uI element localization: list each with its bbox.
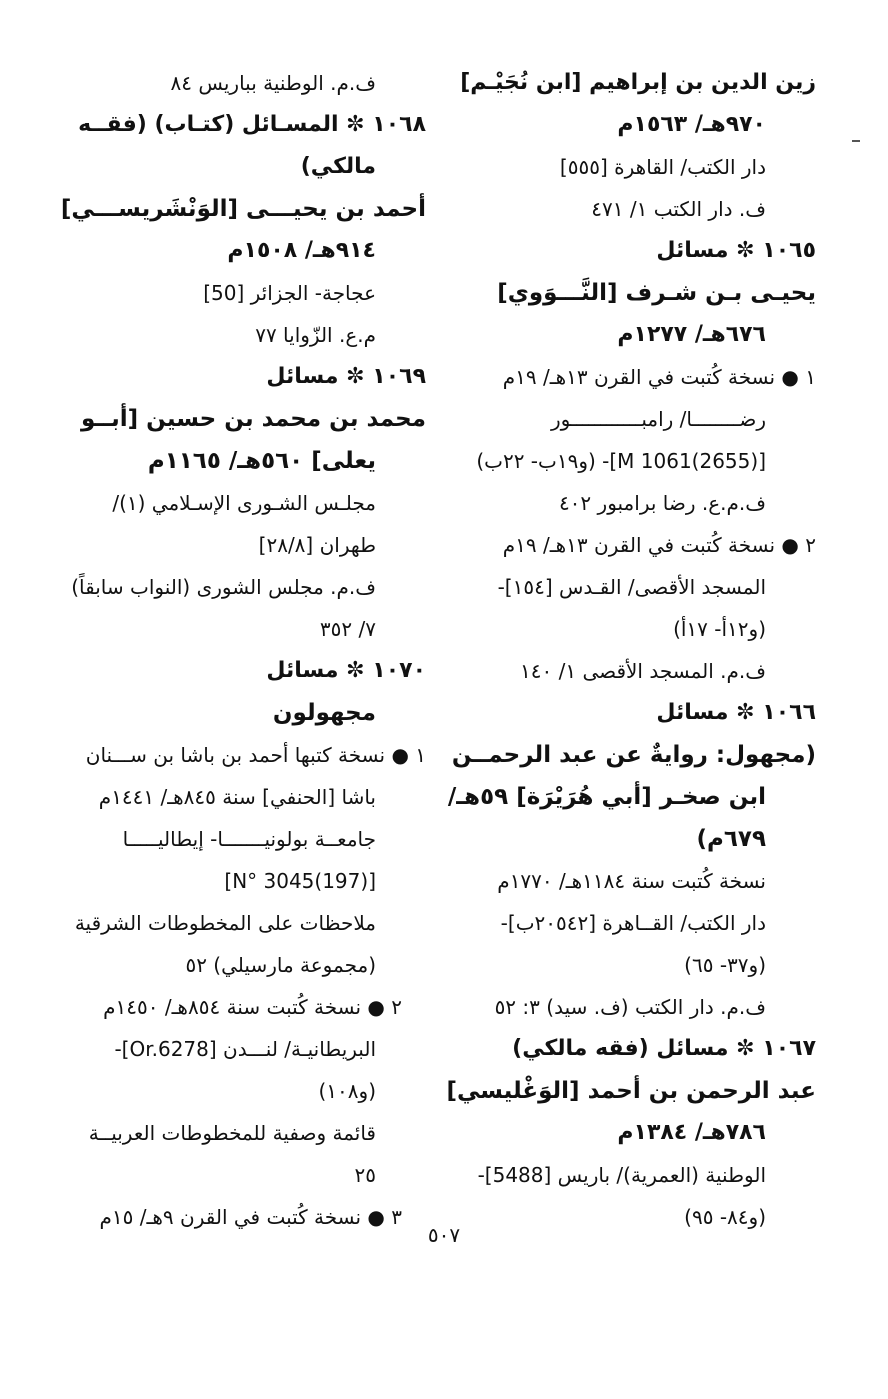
left-column-line: محمد بن محمد بن حسين [أبــو bbox=[81, 406, 426, 432]
right-column-line: دار الكتب/ القاهرة [٥٥٥] bbox=[559, 155, 766, 179]
left-column-line: يعلى] ٥٦٠هـ/ ١١٦٥م bbox=[147, 448, 376, 474]
right-column-line: زين الدين بن إبراهيم [ابن نُجَيْـم] bbox=[460, 70, 816, 95]
left-column-line: البريطانيـة/ لنـــدن [Or.6278]- bbox=[114, 1037, 376, 1061]
left-column-line: مجلـس الشـورى الإسـلامي (١)/ bbox=[112, 491, 376, 515]
right-column-line: ١٠٦٧ ✼ مسائل (فقه مالكي) bbox=[512, 1036, 816, 1061]
left-column-line: ٢ ● نسخة كُتبت سنة ٨٥٤هـ/ ١٤٥٠م bbox=[103, 995, 402, 1019]
right-column-line: ف.م. المسجد الأقصى ١/ ١٤٠ bbox=[520, 659, 766, 683]
left-column-line: مجهولون bbox=[272, 700, 376, 726]
right-column-line: ١٠٦٥ ✼ مسائل bbox=[656, 238, 816, 263]
right-column-line: رضــــــــا/ رامبــــــــــــور bbox=[551, 407, 766, 431]
page-number: ٥٠٧ bbox=[427, 1223, 461, 1247]
right-column-line: ابن صخـر [أبي هُرَيْرَة] ٥٩هـ/ bbox=[447, 784, 766, 810]
left-column-line: قائمة وصفية للمخطوطات العربيــة bbox=[88, 1121, 376, 1145]
left-column-line: ملاحظات على المخطوطات الشرقية bbox=[74, 911, 376, 935]
right-column-line: المسجد الأقصى/ القـدس [١٥٤]- bbox=[497, 575, 766, 599]
left-column-line: ١٠٦٨ ✼ المسـائل (كتـاب) (فقــه bbox=[78, 112, 426, 137]
right-column-line: دار الكتب/ القــاهرة [٢٠٥٤٢ب]- bbox=[500, 911, 766, 935]
right-column-line: عبد الرحمن بن أحمد [الوَغْليسي] bbox=[446, 1078, 816, 1104]
left-column-line: طهران [٢٨/٨] bbox=[258, 533, 376, 557]
left-column-line: م.ع. الزّوايا ٧٧ bbox=[255, 323, 376, 347]
left-column-line: ف.م. مجلس الشورى (النواب سابقاً) bbox=[71, 575, 376, 599]
right-column-line: ١٠٦٦ ✼ مسائل bbox=[656, 700, 816, 725]
right-column-line: ٦٧٩م) bbox=[696, 826, 766, 852]
right-column-line: (و٣٧- ٦٥) bbox=[684, 953, 766, 977]
right-column-line: ٦٧٦هـ/ ١٢٧٧م bbox=[617, 322, 766, 347]
right-column-line: (و١٢أ- ١٧أ) bbox=[673, 617, 766, 641]
right-column-line: نسخة كُتبت سنة ١١٨٤هـ/ ١٧٧٠م bbox=[497, 869, 766, 893]
right-column-line: (و٨٤- ٩٥) bbox=[684, 1205, 766, 1229]
left-column-line: مالكي) bbox=[300, 154, 376, 179]
left-column-line: عجاجة- الجزائر [50] bbox=[203, 281, 376, 305]
right-column-line: يحيـى بـن شـرف [النَّـــوَوي] bbox=[497, 280, 816, 306]
right-column-line: ٩٧٠هـ/ ١٥٦٣م bbox=[617, 112, 766, 137]
left-column-line: ١ ● نسخة كتبها أحمد بن باشا بن ســـنان bbox=[85, 743, 426, 767]
right-column-line: ٧٨٦هـ/ ١٣٨٤م bbox=[617, 1120, 766, 1145]
left-column-line: جامعــة بولونيـــــــا- إيطاليـــــا bbox=[122, 827, 376, 851]
left-column-line: (و١٠٨) bbox=[318, 1079, 376, 1103]
left-column-line: أحمد بن يحيـــى [الوَنْشَريســـي] bbox=[60, 196, 426, 222]
left-column-line: ف.م. الوطنية بباريس ٨٤ bbox=[170, 71, 376, 95]
scan-artifact-mark bbox=[852, 140, 860, 142]
right-column-line: ف.م. دار الكتب (ف. سيد) ٣: ٥٢ bbox=[494, 995, 766, 1019]
left-column bbox=[60, 62, 426, 1238]
left-column-line: ١٠٦٩ ✼ مسائل bbox=[266, 364, 426, 389]
left-column-line: ٢٥ bbox=[354, 1163, 376, 1187]
right-column-line: ١ ● نسخة كُتبت في القرن ١٣هـ/ ١٩م bbox=[502, 365, 816, 389]
right-column-line: ف. دار الكتب ١/ ٤٧١ bbox=[591, 197, 766, 221]
left-column-line: (مجموعة مارسيلي) ٥٢ bbox=[185, 953, 376, 977]
left-column-line: [N° 3045(197)] bbox=[224, 869, 376, 893]
left-column-line: ٩١٤هـ/ ١٥٠٨م bbox=[227, 238, 376, 263]
right-column-line: ف.م.ع. رضا برامبور ٤٠٢ bbox=[558, 491, 766, 515]
left-column-line: ١٠٧٠ ✼ مسائل bbox=[266, 658, 426, 683]
left-column-line: باشا [الحنفي] سنة ٨٤٥هـ/ ١٤٤١م bbox=[98, 785, 376, 809]
right-column-line: ٢ ● نسخة كُتبت في القرن ١٣هـ/ ١٩م bbox=[502, 533, 816, 557]
left-column-line: ٧/ ٣٥٢ bbox=[319, 617, 376, 641]
right-column bbox=[446, 62, 816, 1238]
right-column-line: (مجهول: روايةٌ عن عبد الرحمــن bbox=[451, 742, 816, 768]
right-column-line: الوطنية (العمرية)/ باريس [5488]- bbox=[477, 1163, 766, 1187]
right-column-line: [M 1061(2655)]- (و١٩ب- ٢٢ب) bbox=[476, 449, 766, 473]
left-column-line: ٣ ● نسخة كُتبت في القرن ٩هـ/ ١٥م bbox=[99, 1205, 402, 1229]
